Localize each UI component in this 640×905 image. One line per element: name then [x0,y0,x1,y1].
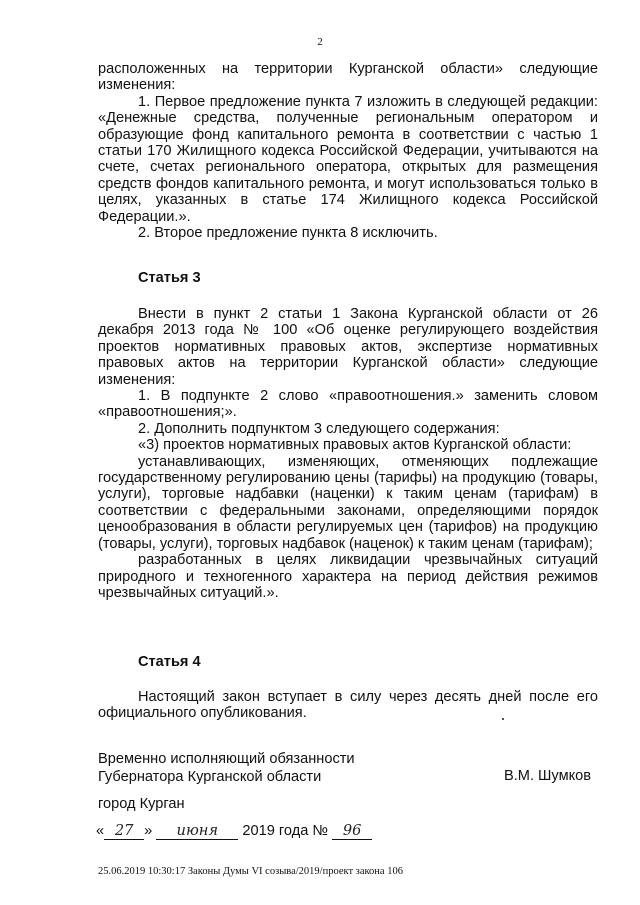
article-4-heading: Статья 4 [138,654,201,670]
file-path-footer: 25.06.2019 10:30:17 Законы Думы VI созыва/2019/проект закона 106 [98,866,403,877]
amendments-intro [98,61,598,241]
signer-name: В.М. Шумков [504,768,592,784]
intro-item-1: 1. Первое предложение пункта 7 изложить в следующей редакции: «Денежные средства, полученные региональным оператором и образующие фонд капитального ремонта в соответствии с частью 1 статьи 170 Жилищного кодекса Российской Федерации, учитываются на счете, счетах регионального оператора, открытых для размещения средств фондов капитального ремонта, и могут использоваться только в целях, указанных в статье 174 Жилищного кодекса Российской Федерации.». [98,93,598,225]
article-3-heading: Статья 3 [138,270,201,286]
date-month-handwritten: июня [156,822,238,840]
date-open-quote: « [96,823,105,839]
article-3-para-a: устанавливающих, изменяющих, отменяющих подлежащие государственному регулированию цены (тарифы) на продукцию (товары, услуги), торговые надбавки (наценки) к таким ценам (тарифам) в соответствии с федеральными законами, определяющими порядок ценообразования в области регулируемых цен (тарифов) на продукцию (товары, услуги), торговых надбавок (наценок) к таким ценам (тарифам); [98,453,598,552]
scan-dot [502,718,504,720]
signer-title-line-1: Временно исполняющий обязанности [98,751,355,767]
article-4-body [98,689,598,722]
date-day-handwritten: 27 [104,822,144,840]
place: город Курган [98,796,185,812]
article-3-item-1: 1. В подпункте 2 слово «правоотношения.» заменить словом «правоотношения;». [98,388,598,421]
page-number: 2 [317,36,323,48]
date-line [96,822,372,840]
signer-title-line-2: Губернатора Курганской области [98,769,322,785]
date-year-text: 2019 года № [242,823,329,839]
intro-continuation: расположенных на территории Курганской области» следующие изменения: [98,61,598,94]
law-number-handwritten: 96 [332,822,372,840]
article-3-item-2: 2. Дополнить подпунктом 3 следующего содержания: [138,420,500,437]
article-3-para-b: разработанных в целях ликвидации чрезвычайных ситуаций природного и техногенного характера на период действия режимов чрезвычайных ситуаций.». [98,552,598,601]
article-4-text: Настоящий закон вступает в силу через десять дней после его официального опубликования. [98,689,598,722]
date-close-quote: » [144,823,153,839]
intro-item-2: 2. Второе предложение пункта 8 исключить. [138,225,438,242]
article-3-lead: Внести в пункт 2 статьи 1 Закона Курганской области от 26 декабря 2013 года № 100 «Об оценке регулирующего воздействия проектов нормативных правовых актов, экспертизе нормативных правовых актов на территории Курганской области» следующие изменения: [98,306,598,388]
article-3-body [98,306,598,601]
article-3-subitem-3: «3) проектов нормативных правовых актов Курганской области: [138,437,572,454]
signature-block [98,750,355,786]
